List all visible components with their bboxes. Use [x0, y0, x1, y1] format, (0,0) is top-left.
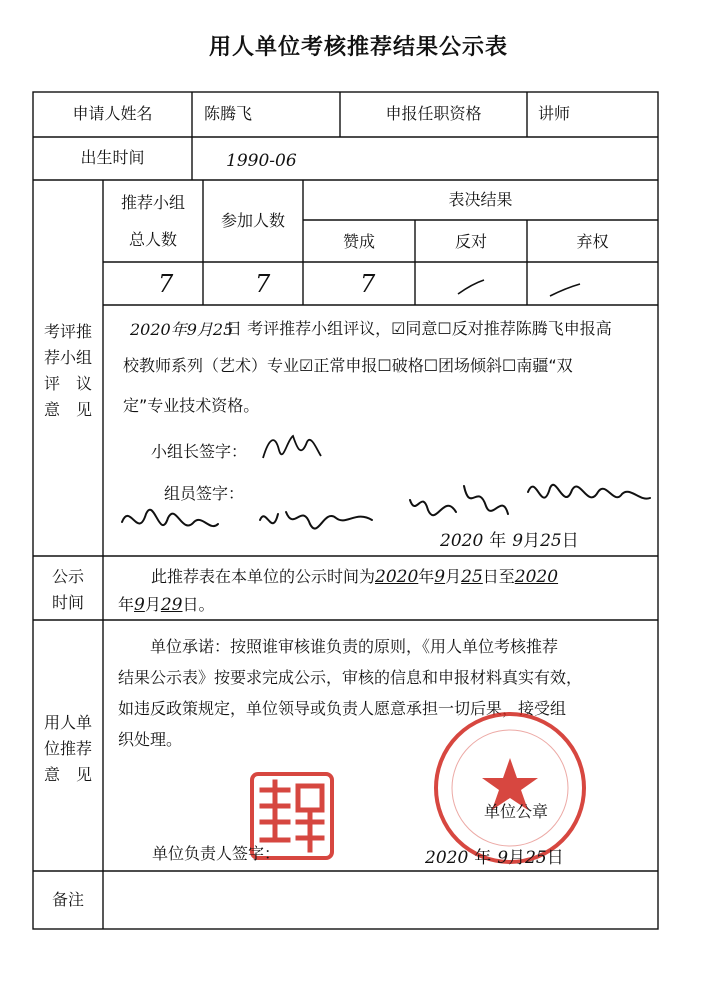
- section3-date-day: 25: [525, 848, 547, 868]
- promise-line2: 结果公示表》按要求完成公示，审核的信息和申报材料真实有效，: [118, 668, 583, 687]
- participants-label: 参加人数: [220, 211, 285, 230]
- abstain-label: 弃权: [576, 232, 609, 251]
- publicity-from-year: 2020: [375, 567, 419, 587]
- publicity-label-line: 公示: [51, 567, 84, 586]
- publicity-from-month: 9: [434, 567, 446, 587]
- employer-label-line: 用人单: [43, 713, 92, 732]
- section1-label-line: 评 议: [43, 374, 92, 393]
- section3-date-month: 9: [497, 848, 509, 868]
- seal-label: 单位公章: [484, 802, 549, 821]
- section1-date-m: 月: [523, 531, 541, 551]
- section3-date-d: 日: [546, 848, 564, 868]
- opinion-date-handwritten: 2020年9月25: [130, 320, 234, 339]
- section1-date-d: 日: [561, 531, 579, 551]
- head-sign-label: 单位负责人签字：: [152, 844, 281, 863]
- publicity-from-mid: 年: [418, 567, 435, 586]
- section3-date-year: 2020: [425, 848, 469, 868]
- section1-label-line: 考评推: [43, 322, 92, 341]
- section1-label-line: 荐小组: [43, 348, 92, 367]
- employer-label-line: 意 见: [43, 765, 92, 784]
- section1-label-line: 意 见: [43, 400, 92, 419]
- section1-date-y: 年: [489, 531, 507, 551]
- leader-signature: [257, 430, 327, 466]
- publicity-to-y: 年: [118, 595, 135, 614]
- oppose-dash-mark: [458, 280, 484, 294]
- publicity-from-day: 25: [461, 567, 483, 587]
- birth-label: 出生时间: [80, 148, 145, 167]
- promise-line3: 如违反政策规定，单位领导或负责人愿意承担一切后果，接受组: [118, 699, 567, 718]
- page-title: 用人单位考核推荐结果公示表: [208, 35, 508, 60]
- opinion-line1: 日 考评推荐小组评议，☑同意☐反对推荐陈腾飞申报高: [226, 319, 612, 338]
- section1-date: [440, 526, 579, 551]
- qualification-label: 申报任职资格: [385, 104, 482, 123]
- publicity-from-d: 日至: [482, 567, 515, 586]
- opinion-line3: 定”专业技术资格。: [123, 396, 260, 415]
- publicity-to-day: 29: [160, 595, 183, 615]
- promise-line4: 织处理。: [118, 730, 183, 749]
- section3-date-y: 年: [474, 848, 492, 868]
- group-total-label: 总人数: [128, 230, 177, 249]
- publicity-to-month: 9: [134, 595, 145, 615]
- section1-date-year: 2020: [440, 531, 484, 551]
- vote-result-label: 表决结果: [448, 190, 513, 209]
- section1-date-month: 9: [512, 531, 524, 551]
- applicant-name-label: 申请人姓名: [72, 104, 153, 123]
- approve-label: 赞成: [342, 232, 375, 251]
- employer-label-line: 位推荐: [43, 739, 92, 758]
- opinion-line2: 校教师系列（艺术）专业☑正常申报☐破格☐团场倾斜☐南疆“双: [123, 356, 573, 375]
- publicity-label-line: 时间: [51, 593, 84, 612]
- group-total-value: 7: [158, 270, 174, 298]
- group-total-label: 推荐小组: [120, 193, 185, 212]
- publicity-to-d: 日。: [182, 595, 215, 614]
- promise-line1: 单位承诺：按照谁审核谁负责的原则，《用人单位考核推荐: [150, 637, 559, 656]
- no-value-dashes: [440, 276, 640, 300]
- publicity-line2: [118, 590, 215, 620]
- publicity-line1: [151, 562, 558, 592]
- leader-sign-label: 小组长签字：: [151, 442, 248, 461]
- publicity-from-m: 月: [445, 567, 462, 586]
- section3-date: [425, 843, 564, 868]
- publicity-to-year: 2020: [514, 567, 559, 587]
- birth-value: 1990-06: [226, 151, 297, 171]
- members-sign-label: 组员签字：: [164, 484, 245, 503]
- publicity-prefix: 此推荐表在本单位的公示时间为: [151, 567, 376, 586]
- section3-date-m: 月: [508, 848, 526, 868]
- approve-value: 7: [360, 270, 376, 298]
- applicant-name-value: 陈腾飞: [204, 104, 253, 123]
- publicity-to-m: 月: [144, 595, 161, 614]
- remarks-label: 备注: [51, 890, 84, 909]
- qualification-value: 讲师: [538, 104, 571, 123]
- participants-value: 7: [255, 270, 271, 298]
- oppose-label: 反对: [454, 232, 487, 251]
- abstain-dash-mark: [550, 284, 580, 296]
- section1-date-day: 25: [540, 531, 562, 551]
